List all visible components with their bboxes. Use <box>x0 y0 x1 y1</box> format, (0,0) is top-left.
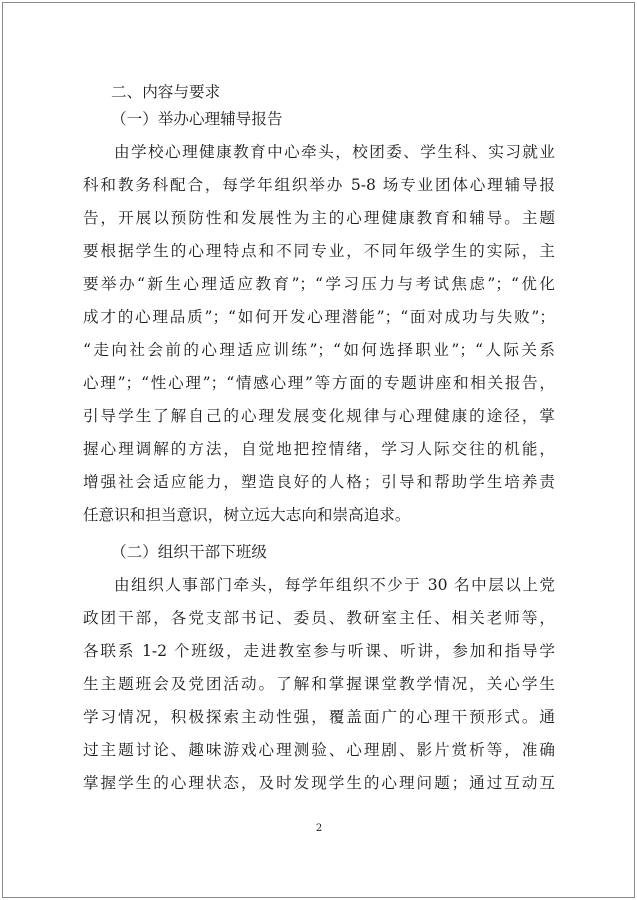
paragraph-line: 科和教务科配合，每学年组织举办 5-8 场专业团体心理辅导报 <box>83 176 555 194</box>
paragraph-line: 过主题讨论、趣味游戏心理测验、心理剧、影片赏析等，准确 <box>83 741 555 759</box>
paragraph-line: 学习情况，积极探索主动性强，覆盖面广的心理干预形式。通 <box>83 708 555 726</box>
paragraph-line: 要根据学生的心理特点和不同专业，不同年级学生的实际，主 <box>83 242 555 260</box>
paragraph-line: 告，开展以预防性和发展性为主的心理健康教育和辅导。主题 <box>83 209 555 227</box>
paragraph-line: 由学校心理健康教育中心牵头，校团委、学生科、实习就业 <box>114 143 555 161</box>
paragraph-line: 掌握学生的心理状态，及时发现学生的心理问题；通过互动互 <box>83 774 555 792</box>
paragraph-line: 心理”；“性心理”；“情感心理”等方面的专题讲座和相关报告， <box>83 374 555 392</box>
page-number: 2 <box>315 823 323 834</box>
paragraph-line: 生主题班会及党团活动。了解和掌握课堂教学情况，关心学生 <box>83 675 555 693</box>
document-page <box>2 2 635 898</box>
paragraph-line: 增强社会适应能力，塑造良好的人格；引导和帮助学生培养责 <box>83 473 555 491</box>
paragraph-line: 握心理调解的方法，自觉地把控情绪，学习人际交往的机能， <box>83 440 555 458</box>
paragraph-line: 各联系 1-2 个班级，走进教室参与听课、听讲，参加和指导学 <box>83 642 555 660</box>
subsection-title-cadres-to-classes: （二）组织干部下班级 <box>111 543 267 561</box>
paragraph-line: 要举办“新生心理适应教育”；“学习压力与考试焦虑”；“优化 <box>83 275 555 293</box>
paragraph-line: 任意识和担当意识，树立远大志向和崇高追求。 <box>83 506 411 524</box>
paragraph-line: “走向社会前的心理适应训练”；“如何选择职业”；“人际关系 <box>83 341 555 359</box>
paragraph-line: 政团干部，各党支部书记、委员、教研室主任、相关老师等， <box>83 609 555 627</box>
section-title: 二、内容与要求 <box>111 83 221 101</box>
paragraph-line: 由组织人事部门牵头，每学年组织不少于 30 名中层以上党 <box>114 576 555 594</box>
paragraph-line: 成才的心理品质”；“如何开发心理潜能”；“面对成功与失败”； <box>83 308 555 326</box>
subsection-title-counseling-reports: （一）举办心理辅导报告 <box>111 110 283 128</box>
paragraph-line: 引导学生了解自己的心理发展变化规律与心理健康的途径，掌 <box>83 407 555 425</box>
